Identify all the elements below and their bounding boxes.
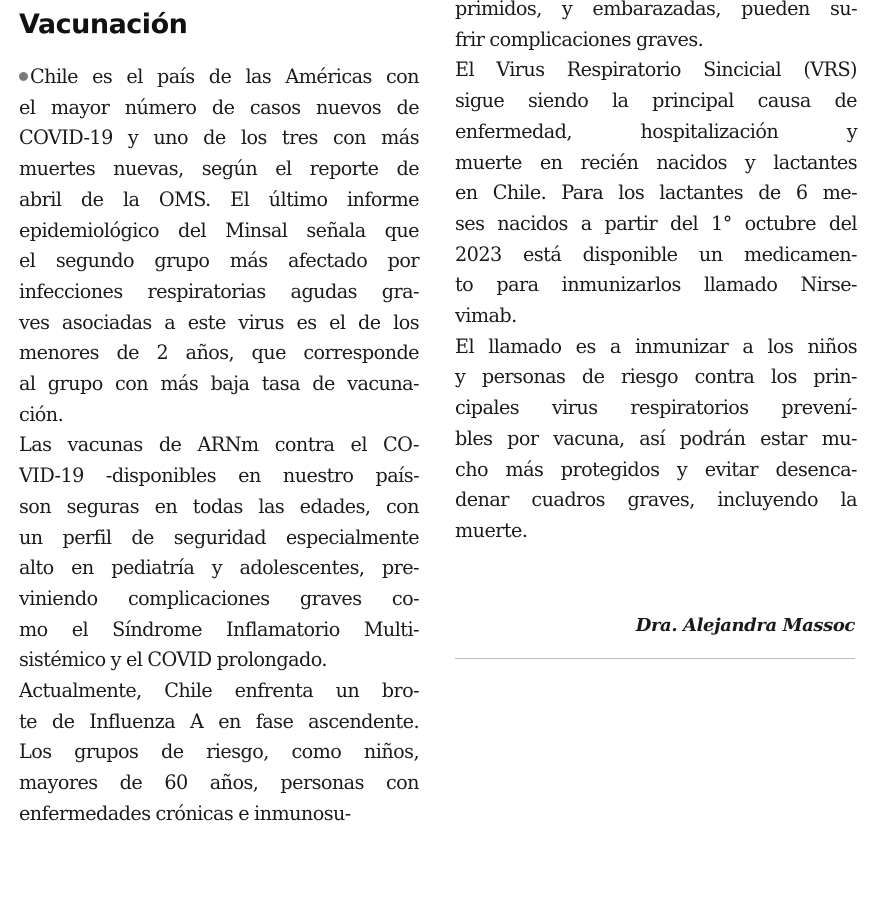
bullet-dot-icon xyxy=(19,72,28,81)
text-line-content: enfermedad, hospitalización y xyxy=(455,119,857,143)
text-line-content: cho más protegidos y evitar desenca- xyxy=(455,457,857,481)
text-line xyxy=(455,86,857,117)
text-line-content: menores de 2 años, que corresponde xyxy=(19,341,419,365)
text-line-content: primidos, y embarazadas, pueden su- xyxy=(455,0,857,20)
text-line xyxy=(19,584,419,615)
text-line-content: COVID-19 y uno de los tres con más xyxy=(19,126,419,150)
text-line-content: denar cuadros graves, incluyendo la xyxy=(455,488,857,512)
text-line-content: sigue siendo la principal causa de xyxy=(455,89,857,113)
text-line-content: al grupo con más baja tasa de vacuna- xyxy=(19,372,419,396)
text-line xyxy=(455,209,857,240)
text-line-content: sistémico y el COVID prolongado. xyxy=(19,648,327,672)
column-end-divider xyxy=(455,658,855,659)
article-paragraph xyxy=(19,430,419,676)
text-line-content: Los grupos de riesgo, como niños, xyxy=(19,740,419,764)
text-line xyxy=(19,799,419,830)
text-line-content: enfermedades crónicas e inmunosu- xyxy=(19,801,351,825)
article-paragraph xyxy=(19,676,419,830)
left-column xyxy=(19,0,419,830)
text-line xyxy=(455,117,857,148)
text-line-content: en Chile. Para los lactantes de 6 me- xyxy=(455,181,857,205)
article-paragraph xyxy=(455,55,857,331)
text-line-content: muerte en recién nacidos y lactantes xyxy=(455,150,857,174)
text-line xyxy=(455,240,857,271)
text-line-content: ses nacidos a partir del 1° octubre del xyxy=(455,211,857,235)
text-line xyxy=(19,492,419,523)
article-paragraph xyxy=(455,0,857,55)
text-line xyxy=(19,400,419,431)
text-line xyxy=(19,553,419,584)
text-line xyxy=(455,148,857,179)
text-line-content: Chile es el país de las Américas con xyxy=(30,65,419,88)
text-line xyxy=(19,246,419,277)
right-column xyxy=(455,0,857,659)
text-line xyxy=(19,523,419,554)
text-line xyxy=(455,0,857,25)
text-line-content: muertes nuevas, según el reporte de xyxy=(19,157,419,181)
text-line-content: infecciones respiratorias agudas gra- xyxy=(19,279,419,303)
text-line xyxy=(455,455,857,486)
right-column-body xyxy=(455,0,857,547)
text-line xyxy=(19,461,419,492)
text-line xyxy=(455,301,857,332)
text-line xyxy=(19,93,419,124)
text-line-content: El llamado es a inmunizar a los niños xyxy=(455,334,857,358)
text-line-content: y personas de riesgo contra los prin- xyxy=(455,365,857,389)
text-line xyxy=(19,430,419,461)
text-line-content: 2023 está disponible un medicamen- xyxy=(455,242,857,266)
text-line-content: muerte. xyxy=(455,518,528,542)
text-line xyxy=(455,362,857,393)
text-line xyxy=(455,516,857,547)
text-line-content: Las vacunas de ARNm contra el CO- xyxy=(19,433,419,457)
text-line-content: te de Influenza A en fase ascendente. xyxy=(19,709,419,733)
text-line xyxy=(19,676,419,707)
text-line xyxy=(455,393,857,424)
article-title: Vacunación xyxy=(19,9,188,40)
text-line xyxy=(19,707,419,738)
text-line-content: vimab. xyxy=(455,304,517,328)
text-line-content: el mayor número de casos nuevos de xyxy=(19,95,419,119)
text-line xyxy=(455,485,857,516)
text-line xyxy=(19,154,419,185)
text-line xyxy=(19,185,419,216)
text-line-content: abril de la OMS. El último informe xyxy=(19,187,419,211)
text-line-content: VID-19 -disponibles en nuestro país- xyxy=(19,464,419,488)
text-line xyxy=(19,369,419,400)
text-line xyxy=(19,768,419,799)
text-line xyxy=(455,332,857,363)
text-line-content: bles por vacuna, así podrán estar mu- xyxy=(455,426,857,450)
text-line xyxy=(455,424,857,455)
text-line-content: ves asociadas a este virus es el de los xyxy=(19,310,419,334)
text-line-content: mo el Síndrome Inflamatorio Multi- xyxy=(19,617,419,641)
article-paragraph xyxy=(455,332,857,547)
text-line-content: el segundo grupo más afectado por xyxy=(19,249,419,273)
text-line xyxy=(19,645,419,676)
text-line-content: viniendo complicaciones graves co- xyxy=(19,586,419,610)
text-line xyxy=(19,216,419,247)
text-line-content: alto en pediatría y adolescentes, pre- xyxy=(19,556,419,580)
text-line-content: to para inmunizarlos llamado Nirse- xyxy=(455,273,857,297)
text-line xyxy=(19,338,419,369)
text-line xyxy=(19,62,419,93)
text-line-content: epidemiológico del Minsal señala que xyxy=(19,218,419,242)
left-column-body xyxy=(19,62,419,830)
text-line xyxy=(455,25,857,56)
text-line-content: ción. xyxy=(19,402,64,426)
text-line-content: un perfil de seguridad especialmente xyxy=(19,525,419,549)
text-line xyxy=(455,270,857,301)
text-line xyxy=(19,615,419,646)
text-line-content: frir complicaciones graves. xyxy=(455,27,704,51)
text-line xyxy=(19,737,419,768)
text-line-content: son seguras en todas las edades, con xyxy=(19,494,419,518)
text-line-content: cipales virus respiratorios prevení- xyxy=(455,396,857,420)
text-line-content: Actualmente, Chile enfrenta un bro- xyxy=(19,679,419,703)
text-line xyxy=(19,123,419,154)
article-paragraph xyxy=(19,62,419,430)
text-line-content: mayores de 60 años, personas con xyxy=(19,771,419,795)
text-line xyxy=(455,55,857,86)
text-line xyxy=(455,178,857,209)
text-line xyxy=(19,308,419,339)
text-line xyxy=(19,277,419,308)
author-signature: Dra. Alejandra Massoc xyxy=(635,614,855,636)
text-line-content: El Virus Respiratorio Sincicial (VRS) xyxy=(455,58,857,82)
